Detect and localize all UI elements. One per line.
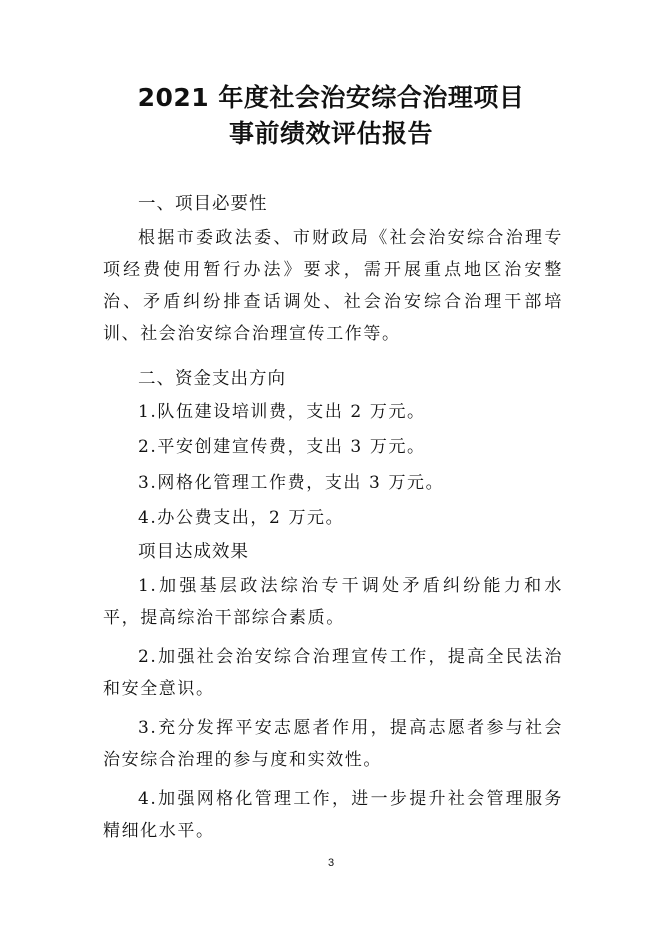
outcome-item-4: 4.加强网格化管理工作，进一步提升社会管理服务精细化水平。 (103, 789, 563, 841)
report-title-line-1: 2021 年度社会治安综合治理项目 (137, 83, 525, 112)
section-heading-outcomes: 项目达成效果 (138, 542, 249, 562)
fund-item-2: 2.平安创建宣传费，支出 3 万元。 (138, 437, 426, 457)
outcome-item-3: 3.充分发挥平安志愿者作用，提高志愿者参与社会治安综合治理的参与度和实效性。 (103, 718, 563, 770)
necessity-paragraph: 根据市委政法委、市财政局《社会治安综合治理专项经费使用暂行办法》要求，需开展重点地区治安整治、矛盾纠纷排查话调处、社会治安综合治理干部培训、社会治安综合治理宣传工作等。 (103, 228, 563, 344)
section-heading-necessity: 一、项目必要性 (138, 194, 268, 214)
page-number: 3 (327, 857, 335, 869)
section-heading-fund-direction: 二、资金支出方向 (138, 369, 286, 389)
outcome-item-1: 1.加强基层政法综治专干调处矛盾纠纷能力和水平，提高综治干部综合素质。 (103, 576, 563, 628)
fund-item-4: 4.办公费支出，2 万元。 (138, 508, 345, 528)
outcome-item-2: 2.加强社会治安综合治理宣传工作，提高全民法治和安全意识。 (103, 647, 563, 699)
fund-item-3: 3.网格化管理工作费，支出 3 万元。 (138, 473, 445, 493)
fund-item-1: 1.队伍建设培训费，支出 2 万元。 (138, 402, 426, 422)
report-title-line-2: 事前绩效评估报告 (228, 119, 433, 148)
